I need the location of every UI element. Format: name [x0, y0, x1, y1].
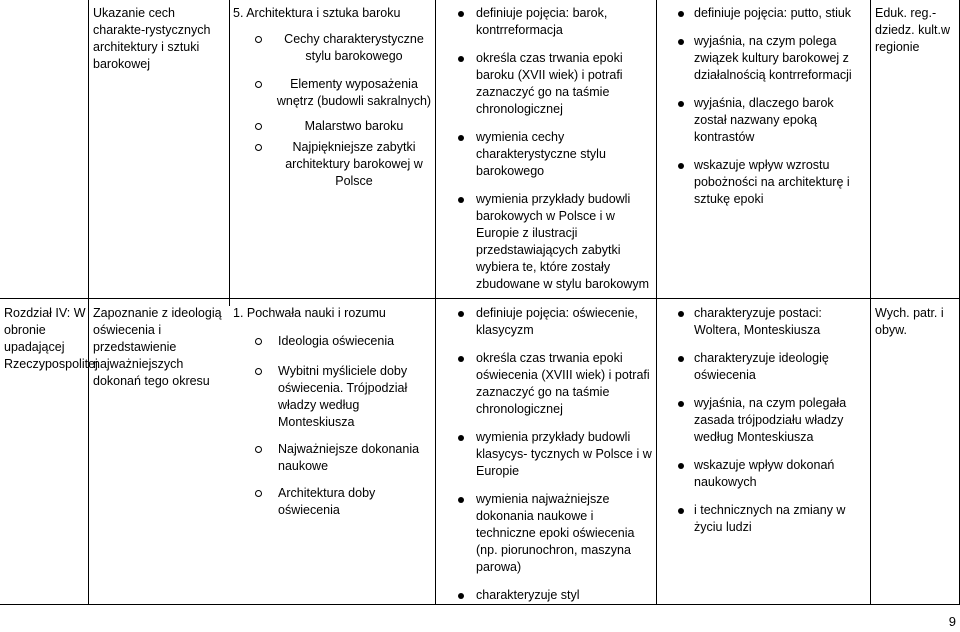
- list-item: Ideologia oświecenia: [233, 333, 428, 350]
- row2-goal-text: Zapoznanie z ideologią oświecenia i przedstawienie najważniejszych dokonań tego okresu: [93, 306, 222, 388]
- row1-extended-list: [660, 5, 868, 208]
- list-item: definiuje pojęcia: putto, stiuk: [660, 5, 868, 22]
- row1-notes-cell: [875, 5, 957, 56]
- row1-topic-cell: [233, 5, 433, 188]
- list-item: Najpiękniejsze zabytki architektury barokowej w Polsce: [233, 139, 435, 190]
- list-item: Najważniejsze dokonania naukowe: [233, 441, 428, 475]
- row1-topic-heading: 5. Architektura i sztuka baroku: [233, 6, 401, 20]
- row2-chapter-cell: [4, 305, 98, 373]
- row1-basic-list: [440, 5, 652, 293]
- list-item: wymienia przykłady budowli barokowych w Polsce i w Europie z ilustracji przedstawiających zabytki wybiera te, które zostały zbudowane w stylu barokowym: [440, 191, 652, 293]
- row2-extended-list: [660, 305, 868, 536]
- row2-topic-heading: 1. Pochwała nauki i rozumu: [233, 306, 386, 320]
- list-item: charakteryzuje ideologię oświecenia: [660, 350, 868, 384]
- table-rule-col2: [88, 0, 89, 298]
- list-item: wymienia przykłady budowli klasycys- tycznych w Polsce i w Europie: [440, 429, 652, 480]
- table-rule-row2-bottom: [0, 604, 960, 605]
- list-item: Malarstwo baroku: [233, 118, 435, 135]
- list-item: definiuje pojęcia: oświecenie, klasycyzm: [440, 305, 652, 339]
- list-item: określa czas trwania epoki oświecenia (XVIII wiek) i potrafi zaznaczyć go na taśmie chronologicznej: [440, 350, 652, 418]
- row1-extended-requirements-cell: [660, 5, 868, 208]
- row1-goal-text: Ukazanie cech charakte-rystycznych architektury i sztuki barokowej: [93, 6, 211, 71]
- row2-notes-text: Wych. patr. i obyw.: [875, 306, 944, 337]
- table-rule-col5: [656, 0, 657, 604]
- list-item: wymienia cechy charakterystyczne stylu barokowego: [440, 129, 652, 180]
- row2-basic-list: [440, 305, 652, 604]
- table-rule-col3: [229, 0, 230, 306]
- table-rule-row1-bottom: [0, 298, 960, 299]
- list-item: Cechy charakterystyczne stylu barokowego: [233, 31, 435, 65]
- list-item: charakteryzuje styl: [440, 587, 652, 604]
- list-item: wyjaśnia, na czym polegała zasada trójpodziału władzy według Monteskiusza: [660, 395, 868, 446]
- list-item: i technicznych na zmiany w życiu ludzi: [660, 502, 868, 536]
- table-rule-col6: [870, 0, 871, 604]
- row2-goal-cell: [93, 305, 227, 390]
- page-number: 9: [948, 614, 956, 629]
- list-item: Wybitni myśliciele doby oświecenia. Trójpodział władzy według Monteskiusza: [233, 363, 428, 431]
- row2-basic-requirements-cell: [440, 305, 652, 604]
- row2-topic-cell: [233, 305, 433, 517]
- row2-notes-cell: [875, 305, 957, 339]
- list-item: wymienia najważniejsze dokonania naukowe i techniczne epoki oświecenia (np. piorunochron, maszyna parowa): [440, 491, 652, 576]
- list-item: Elementy wyposażenia wnętrz (budowli sakralnych): [233, 76, 435, 110]
- row1-notes-text: Eduk. reg.-dziedz. kult.w regionie: [875, 6, 951, 54]
- row1-goal-cell: [93, 5, 227, 73]
- list-item: Architektura doby oświecenia: [233, 485, 428, 519]
- row2-extended-requirements-cell: [660, 305, 868, 536]
- list-item: wskazuje wpływ wzrostu pobożności na architekturę i sztukę epoki: [660, 157, 868, 208]
- list-item: określa czas trwania epoki baroku (XVII wiek) i potrafi zaznaczyć go na taśmie chronologicznej: [440, 50, 652, 118]
- table-rule-col4: [435, 0, 436, 604]
- list-item: charakteryzuje postaci: Woltera, Monteskiusza: [660, 305, 868, 339]
- list-item: wyjaśnia, dlaczego barok został nazwany epoką kontrastów: [660, 95, 868, 146]
- list-item: wyjaśnia, na czym polega związek kultury barokowej z działalnością kontrreformacji: [660, 33, 868, 84]
- table-rule-col1: [88, 298, 89, 604]
- list-item: definiuje pojęcia: barok, kontrreformacja: [440, 5, 652, 39]
- row1-basic-requirements-cell: [440, 5, 652, 293]
- list-item: wskazuje wpływ dokonań naukowych: [660, 457, 868, 491]
- row2-topic-list: [233, 322, 433, 517]
- row1-topic-list: [233, 22, 433, 188]
- row2-chapter-text: Rozdział IV: W obronie upadającej Rzeczypospolitej: [4, 306, 98, 371]
